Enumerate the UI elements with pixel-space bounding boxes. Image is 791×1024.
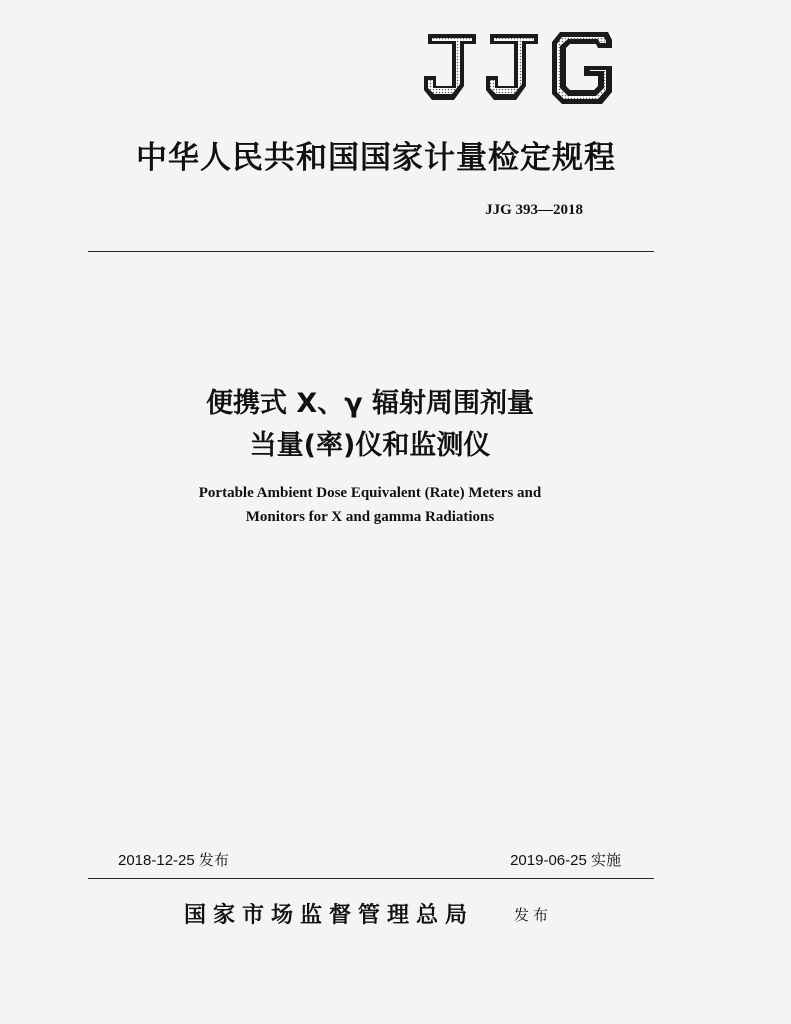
document-title-cn-line1: 便携式 X、γ 辐射周围剂量: [205, 388, 534, 419]
top-divider: [88, 251, 654, 252]
document-title-en-line2: Monitors for X and gamma Radiations: [245, 509, 495, 525]
letter-j-1: [424, 34, 476, 100]
implementation-date: 2019-06-25 实施: [510, 852, 621, 869]
issue-date: 2018-12-25 发布: [118, 852, 229, 869]
publisher-name: 国家市场监督管理总局: [184, 903, 475, 928]
letter-g: [552, 32, 612, 104]
jjg-logo: [420, 28, 616, 108]
document-title-cn-line2: 当量(率)仪和监测仪: [249, 430, 491, 461]
standard-code: JJG 393—2018: [485, 202, 583, 218]
regulation-category-title: 中华人民共和国国家计量检定规程: [136, 140, 616, 176]
document-title-en-line1: Portable Ambient Dose Equivalent (Rate) Meters and: [198, 485, 542, 501]
publisher-suffix: 发布: [514, 906, 553, 924]
bottom-divider: [88, 878, 654, 879]
letter-j-2: [486, 34, 538, 100]
